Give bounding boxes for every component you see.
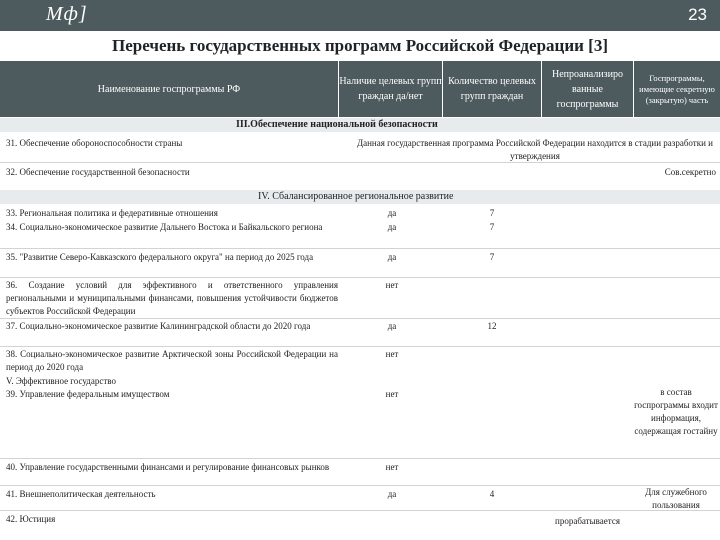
table-row-name: 34. Социально-экономическое развитие Дальнего Востока и Байкальского региона xyxy=(6,222,323,232)
row-divider xyxy=(0,510,720,511)
count-value: 12 xyxy=(487,321,497,331)
row-divider xyxy=(0,346,720,347)
header-program-name: Наименование госпрограммы РФ xyxy=(0,61,338,117)
presence-value: нет xyxy=(385,349,399,359)
row-divider xyxy=(0,458,720,459)
section-title-effective-state: V. Эффективное государство xyxy=(6,376,116,386)
header-target-groups-count: Количество целевых групп граждан xyxy=(443,61,541,117)
table-row-name: 37. Социально-экономическое развитие Калининградской области до 2020 года xyxy=(6,321,311,331)
row-divider xyxy=(0,248,720,249)
table-row-name: 40. Управление государственными финансами и регулирование финансовых рынков xyxy=(6,462,330,472)
analysis-status: прорабатывается xyxy=(555,516,620,526)
count-value: 7 xyxy=(489,208,495,218)
presence-value: да xyxy=(387,252,397,262)
table-row-name: 38. Социально-экономическое развитие Арктической зоны Российской Федерации на период до 2020 года xyxy=(6,349,338,372)
presence-value: нет xyxy=(385,462,399,472)
presence-value: да xyxy=(387,222,397,232)
secret-status: Сов.секретно xyxy=(664,167,716,177)
header-target-groups-presence: Наличие целевых групп граждан да/нет xyxy=(339,61,442,117)
table-row-name: 31. Обеспечение обороноспособности страны xyxy=(6,138,183,148)
slide-header-bar xyxy=(0,0,720,31)
table-row-name: 32. Обеспечение государственной безопасности xyxy=(6,167,190,177)
presence-value: да xyxy=(387,489,397,499)
secret-status: в состав госпрограммы входит информация, содержащая гостайну xyxy=(634,387,718,436)
row-divider xyxy=(0,277,720,278)
table-row-name: 35. "Развитие Северо-Кавказского федерального округа" на период до 2025 года xyxy=(6,252,314,262)
page-number: 23 xyxy=(688,5,707,24)
header-unanalyzed-programs: Непроанализиро ванные госпрограммы xyxy=(542,61,633,117)
presence-value: нет xyxy=(385,389,399,399)
presence-value: да xyxy=(387,321,397,331)
row-note: Данная государственная программа Российской Федерации находится в стадии разработки и утверждения xyxy=(356,138,713,161)
presence-value: да xyxy=(387,208,397,218)
section-title-regional: IV. Сбалансированное региональное развитие xyxy=(258,191,454,202)
count-value: 4 xyxy=(489,489,495,499)
row-divider xyxy=(0,485,720,486)
table-row-name: 42. Юстиция xyxy=(6,514,56,524)
section-title-security: III.Обеспечение национальной безопасности xyxy=(236,119,438,130)
secret-status: Для служебного пользования xyxy=(645,487,707,510)
table-row-name: 41. Внешнеполитическая деятельность xyxy=(6,489,156,499)
row-divider xyxy=(0,318,720,319)
table-row-name: 39. Управление федеральным имуществом xyxy=(6,389,170,399)
row-divider xyxy=(0,162,720,163)
count-value: 7 xyxy=(489,222,495,232)
table-row-name: 33. Региональная политика и федеративные отношения xyxy=(6,208,218,218)
ministry-logo: Мф] xyxy=(46,3,88,25)
header-secret-part: Госпрограммы, имеющие секретную (закрытую) часть xyxy=(634,61,720,117)
table-row-name: 36. Создание условий для эффективного и ответственного управления региональными и муниципальными финансами, повышения устойчивости бюджетов субъектов Российской Федерации xyxy=(6,280,338,316)
count-value: 7 xyxy=(489,252,495,262)
page-title: Перечень государственных программ Российской Федерации [3] xyxy=(112,36,608,55)
presence-value: нет xyxy=(385,280,399,290)
